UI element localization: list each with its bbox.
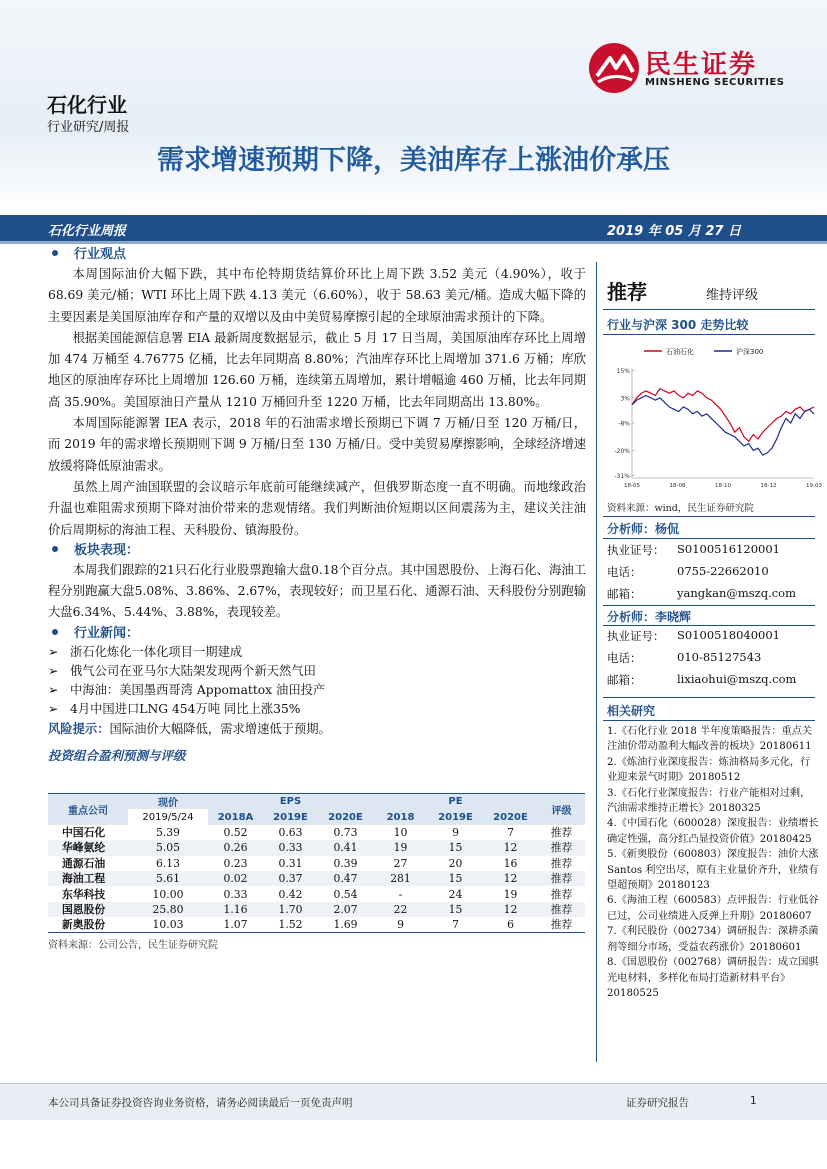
table-cell-pe20: 12 bbox=[483, 840, 538, 855]
sidebar-rule bbox=[603, 334, 815, 335]
x-tick-label: 18-12 bbox=[760, 483, 777, 489]
header-year: 2020E bbox=[318, 809, 373, 824]
bullet-icon bbox=[52, 546, 58, 552]
table-cell-eps20: 0.47 bbox=[318, 871, 373, 886]
section-heading-news: 行业新闻： bbox=[48, 624, 586, 643]
table-cell-pe18: 10 bbox=[393, 825, 408, 839]
table-cell-price: 6.13 bbox=[155, 856, 181, 870]
chart-source: 资料来源：wind，民生证券研究院 bbox=[607, 503, 754, 514]
table-cell-rating: 推荐 bbox=[550, 856, 573, 870]
rating-sub: 维持评级 bbox=[706, 288, 759, 303]
related-item[interactable]: 5.《新奥股份（600803）深度报告：油价大涨 Santos 利空出尽，原有主业量价齐升，业绩有望超预期》20180123 bbox=[607, 849, 819, 892]
table-row bbox=[48, 856, 585, 871]
table-cell-eps18: 1.07 bbox=[223, 918, 248, 932]
table-cell-eps18: 1.16 bbox=[208, 902, 263, 917]
table-cell-eps19: 0.31 bbox=[278, 856, 303, 870]
bullet-icon bbox=[52, 629, 58, 635]
analyst-1-cert: 执业证号： S0100516120001 bbox=[607, 542, 780, 557]
sidebar-rule bbox=[603, 625, 815, 626]
news-item: ➢ 中海油：美国墨西哥湾 Appomattox 油田投产 bbox=[48, 681, 586, 700]
x-tick-label: 18-10 bbox=[715, 483, 731, 489]
y-tick-label: -20% bbox=[614, 448, 630, 455]
table-cell-eps19: 0.37 bbox=[263, 871, 318, 886]
table-cell-pe20: 12 bbox=[483, 871, 538, 886]
table-cell-eps18: 0.33 bbox=[223, 887, 248, 901]
table-cell-eps20: 0.41 bbox=[318, 840, 373, 855]
analyst-2-email: 邮箱： lixiaohui@mszq.com bbox=[607, 672, 797, 687]
table-cell-eps20: 0.39 bbox=[333, 856, 358, 870]
title-bar-shadow bbox=[0, 241, 827, 244]
x-tick-label: 18-05 bbox=[624, 483, 640, 489]
related-item[interactable]: 8.《国恩股份（002768）调研报告：成立国骐光电材料，多样化布局打造新材料平台》20180525 bbox=[607, 957, 819, 999]
header-eps: EPS bbox=[208, 794, 373, 809]
table-cell-name: 华峰氨纶 bbox=[48, 840, 128, 855]
header-year: 2018A bbox=[208, 809, 263, 824]
related-title: 相关研究 bbox=[607, 704, 656, 718]
sidebar-rule bbox=[603, 538, 815, 539]
table-cell-pe20: 6 bbox=[507, 918, 514, 932]
analyst-2-cert: 执业证号： S0100518040001 bbox=[607, 628, 780, 643]
header-year: 2020E bbox=[483, 809, 538, 824]
table-cell-eps20: 0.54 bbox=[333, 887, 358, 901]
paragraph: 根据美国能源信息署 EIA 最新周度数据显示，截止 5 月 17 日当周，美国原油库存环比上周增加 474 万桶至 4.76775 亿桶，比去年同期高 8.80%；汽油库存环比上周增加 371.6 万桶；库欣地区的原油库存环比上周增加 126.60 万桶，连续第五周增加，累计增幅逾 460 万桶，比去年同期高 35.90%。美国原油日产量从 1210 万桶回升至 1220 万桶，比去年同期高出 13.80%。 bbox=[48, 330, 586, 409]
header-price: 现价 bbox=[128, 794, 208, 809]
header-year: 2018 bbox=[373, 809, 428, 824]
table-cell-price: 10.03 bbox=[152, 918, 184, 932]
related-item[interactable]: 1.《石化行业 2018 半年度策略报告：重点关注油价带动盈利大幅改善的板块》20180611 bbox=[607, 726, 813, 753]
table-cell-pe19: 7 bbox=[452, 918, 459, 932]
table-cell-pe19: 24 bbox=[448, 887, 463, 901]
table-cell-pe20: 19 bbox=[503, 887, 518, 901]
table-cell-pe18: 22 bbox=[373, 902, 428, 917]
table-cell-name: 中国石化 bbox=[62, 825, 106, 839]
column-divider bbox=[596, 262, 597, 1062]
table-cell-pe20: 7 bbox=[507, 825, 514, 839]
table-row bbox=[48, 902, 585, 917]
table-cell-eps20: 2.07 bbox=[318, 902, 373, 917]
table-cell-eps18: 0.23 bbox=[223, 856, 248, 870]
sidebar-rule bbox=[603, 605, 815, 606]
table-cell-eps18: 0.26 bbox=[208, 840, 263, 855]
paragraph: 本周国际能源署 IEA 表示，2018 年的石油需求增长预期已下调 7 万桶/日至 120 万桶/日，而 2019 年的需求增长预期则下调 9 万桶/日至 130 万桶/日。受中美贸易摩擦影响，全球经济增速放缓将降低原油需求。 bbox=[48, 416, 586, 473]
table-cell-pe19: 20 bbox=[448, 856, 463, 870]
table-cell-pe19: 15 bbox=[428, 840, 483, 855]
table-cell-pe18: 27 bbox=[393, 856, 408, 870]
analyst-1-phone: 电话： 0755-22662010 bbox=[607, 564, 769, 579]
table-cell-eps20: 0.73 bbox=[333, 825, 358, 839]
main-content bbox=[48, 245, 586, 766]
y-tick-label: -8% bbox=[618, 420, 630, 428]
table-cell-name: 海油工程 bbox=[48, 871, 128, 886]
sidebar-rule bbox=[603, 309, 815, 310]
report-type: 行业研究/周报 bbox=[47, 120, 130, 135]
table-cell-rating: 推荐 bbox=[538, 840, 585, 855]
table-cell-eps19: 0.42 bbox=[278, 887, 303, 901]
analyst-1-title: 分析师：杨侃 bbox=[607, 522, 680, 536]
risk-warning: 风险提示：国际油价大幅降低，需求增速低于预期。 bbox=[48, 721, 331, 736]
logo-text-cn: 民生证券 bbox=[645, 50, 758, 80]
table-row bbox=[48, 871, 585, 886]
footer-report-type: 证券研究报告 bbox=[626, 1097, 689, 1109]
header-pe: PE bbox=[373, 794, 538, 809]
related-item[interactable]: 3.《石化行业深度报告：行业产能相对过剩，汽油需求维持正增长》20180325 bbox=[607, 787, 811, 815]
related-item[interactable]: 2.《炼油行业深度报告：炼油格局多元化，行业迎来景气时期》20180512 bbox=[607, 756, 811, 784]
sidebar-rule bbox=[603, 697, 815, 698]
y-tick-label: 15% bbox=[616, 367, 630, 375]
analyst-1-email: 邮箱： yangkan@mszq.com bbox=[607, 586, 797, 601]
forecast-table bbox=[48, 794, 585, 933]
paragraph: 虽然上周产油国联盟的会议暗示年底前可能继续减产，但俄罗斯态度一直不明确。而地缘政治升温也难阻需求预期下降对油价带来的悲观情绪。我们判断油价短期以区间震荡为主，建议关注油价后周期标的海油工程、天科股份、镇海股份。 bbox=[48, 479, 586, 537]
news-item: ➢ 浙石化炼化一体化项目一期建成 bbox=[48, 643, 586, 662]
table-cell-pe19: 9 bbox=[452, 825, 459, 839]
paragraph: 本周国际油价大幅下跌，其中布伦特期货结算价环比上周下跌 3.52 美元（4.90%），收于 68.69 美元/桶；WTI 环比上周下跌 4.13 美元（6.60%），收于 58.63 美元/桶。造成大幅下降的主要因素是美国原油库存和产量的双增以及由中美贸易摩擦引起的全球原油需求预计的下降。 bbox=[48, 267, 586, 324]
arrow-bullet-icon: ➢ bbox=[48, 644, 59, 659]
table-row bbox=[48, 840, 585, 855]
table-cell-name: 国恩股份 bbox=[48, 902, 128, 917]
x-tick-label: 19-03 bbox=[806, 483, 822, 489]
section-heading-sector: 板块表现： bbox=[48, 541, 586, 560]
arrow-bullet-icon: ➢ bbox=[48, 663, 59, 678]
table-cell-price: 25.80 bbox=[128, 902, 208, 917]
trend-chart-svg bbox=[606, 338, 822, 490]
header-company: 重点公司 bbox=[48, 794, 128, 825]
legend-label: 石油石化 bbox=[666, 348, 694, 356]
series-line bbox=[632, 389, 814, 442]
table-source: 资料来源：公司公告，民生证券研究院 bbox=[48, 940, 218, 951]
table-cell-price: 5.61 bbox=[128, 871, 208, 886]
y-tick-label: -31% bbox=[614, 473, 630, 481]
rating: 推荐 bbox=[607, 280, 647, 304]
related-item[interactable]: 4.《中国石化（600028）深度报告：业绩增长确定性强，高分红凸显投资价值》20180425 bbox=[607, 818, 819, 845]
table-cell-rating: 推荐 bbox=[538, 871, 585, 886]
table-cell-price: 10.00 bbox=[152, 887, 184, 901]
table-row bbox=[48, 886, 585, 901]
arrow-bullet-icon: ➢ bbox=[48, 683, 59, 698]
header-year: 2019E bbox=[263, 809, 318, 824]
table-cell-name: 东华科技 bbox=[62, 887, 106, 901]
table-cell-pe18: - bbox=[398, 887, 403, 901]
table-cell-pe19: 15 bbox=[428, 902, 483, 917]
table-rule bbox=[48, 932, 585, 933]
x-tick-label: 18-08 bbox=[669, 483, 686, 489]
table-row bbox=[48, 825, 585, 840]
paragraph: 本周我们跟踪的21只石化行业股票跑输大盘0.18个百分点。其中国恩股份、上海石化、海油工程分别跑赢大盘5.08%、3.86%、2.67%，表现较好；而卫星石化、通源石油、天科股份分别跑输大盘6.34%、5.44%、3.88%，表现较差。 bbox=[48, 562, 586, 620]
logo-icon bbox=[588, 42, 640, 94]
table-cell-eps18: 0.02 bbox=[208, 871, 263, 886]
table-cell-rating: 推荐 bbox=[550, 887, 573, 901]
table-cell-eps19: 1.52 bbox=[278, 918, 303, 932]
related-item[interactable]: 6.《海油工程（600583）点评报告：行业低谷已过，公司业绩进入反弹上升期》20180607 bbox=[607, 895, 819, 922]
trend-chart bbox=[606, 338, 822, 490]
sidebar-rule bbox=[603, 720, 815, 721]
table-cell-price: 5.05 bbox=[128, 840, 208, 855]
y-tick-label: 3% bbox=[620, 395, 630, 403]
analyst-2-title: 分析师：李晓辉 bbox=[607, 610, 692, 624]
table-cell-pe20: 12 bbox=[483, 902, 538, 917]
table-cell-eps19: 1.70 bbox=[263, 902, 318, 917]
header-year: 2019E bbox=[428, 809, 483, 824]
table-cell-rating: 推荐 bbox=[550, 918, 573, 932]
related-item[interactable]: 7.《利民股份（002734）调研报告：深耕杀菌剂等细分市场，受益农药涨价》20180601 bbox=[607, 926, 819, 953]
table-cell-pe18: 281 bbox=[373, 871, 428, 886]
table-title: 投资组合盈利预测与评级 bbox=[48, 747, 186, 763]
table-cell-pe19: 15 bbox=[428, 871, 483, 886]
news-item: ➢ 俄气公司在亚马尔大陆架发现两个新天然气田 bbox=[48, 662, 586, 681]
table-cell-eps19: 0.33 bbox=[263, 840, 318, 855]
table-cell-eps20: 1.69 bbox=[333, 918, 358, 932]
page-number: 1 bbox=[750, 1095, 757, 1107]
table-cell-pe20: 16 bbox=[503, 856, 518, 870]
report-date: 2019 年 05 月 27 日 bbox=[607, 224, 741, 239]
table-cell-name: 通源石油 bbox=[62, 856, 106, 870]
news-item: ➢ 4月中国进口LNG 454万吨 同比上涨35% bbox=[48, 700, 586, 719]
table-cell-pe18: 9 bbox=[397, 918, 404, 932]
table-cell-eps19: 0.63 bbox=[278, 825, 303, 839]
table-cell-price: 5.39 bbox=[155, 825, 181, 839]
table-cell-rating: 推荐 bbox=[550, 825, 573, 839]
page-title: 需求增速预期下降，美油库存上涨油价承压 bbox=[157, 145, 670, 176]
table-cell-pe18: 19 bbox=[373, 840, 428, 855]
table-cell-rating: 推荐 bbox=[538, 902, 585, 917]
bullet-icon bbox=[52, 250, 58, 256]
analyst-2-phone: 电话： 010-85127543 bbox=[607, 650, 762, 665]
footer-disclaimer: 本公司具备证券投资咨询业务资格，请务必阅读最后一页免责声明 bbox=[48, 1097, 353, 1109]
table-cell-name: 新奥股份 bbox=[62, 918, 106, 932]
series-line bbox=[632, 396, 814, 456]
logo-text-en: MINSHENG SECURITIES bbox=[645, 77, 785, 88]
sector-name: 石化行业 bbox=[47, 93, 127, 117]
sidebar-rule bbox=[603, 516, 815, 517]
related-research-list bbox=[607, 724, 819, 1001]
chart-title: 行业与沪深 300 走势比较 bbox=[607, 318, 749, 332]
arrow-bullet-icon: ➢ bbox=[48, 702, 59, 717]
legend-label: 沪深300 bbox=[736, 348, 764, 356]
table-cell-eps18: 0.52 bbox=[223, 825, 248, 839]
header-price-date: 2019/5/24 bbox=[128, 809, 208, 824]
header-rating: 评级 bbox=[538, 794, 585, 825]
table-row bbox=[48, 917, 585, 932]
section-heading-view: 行业观点 bbox=[48, 245, 586, 264]
report-series: 石化行业周报 bbox=[48, 224, 127, 239]
